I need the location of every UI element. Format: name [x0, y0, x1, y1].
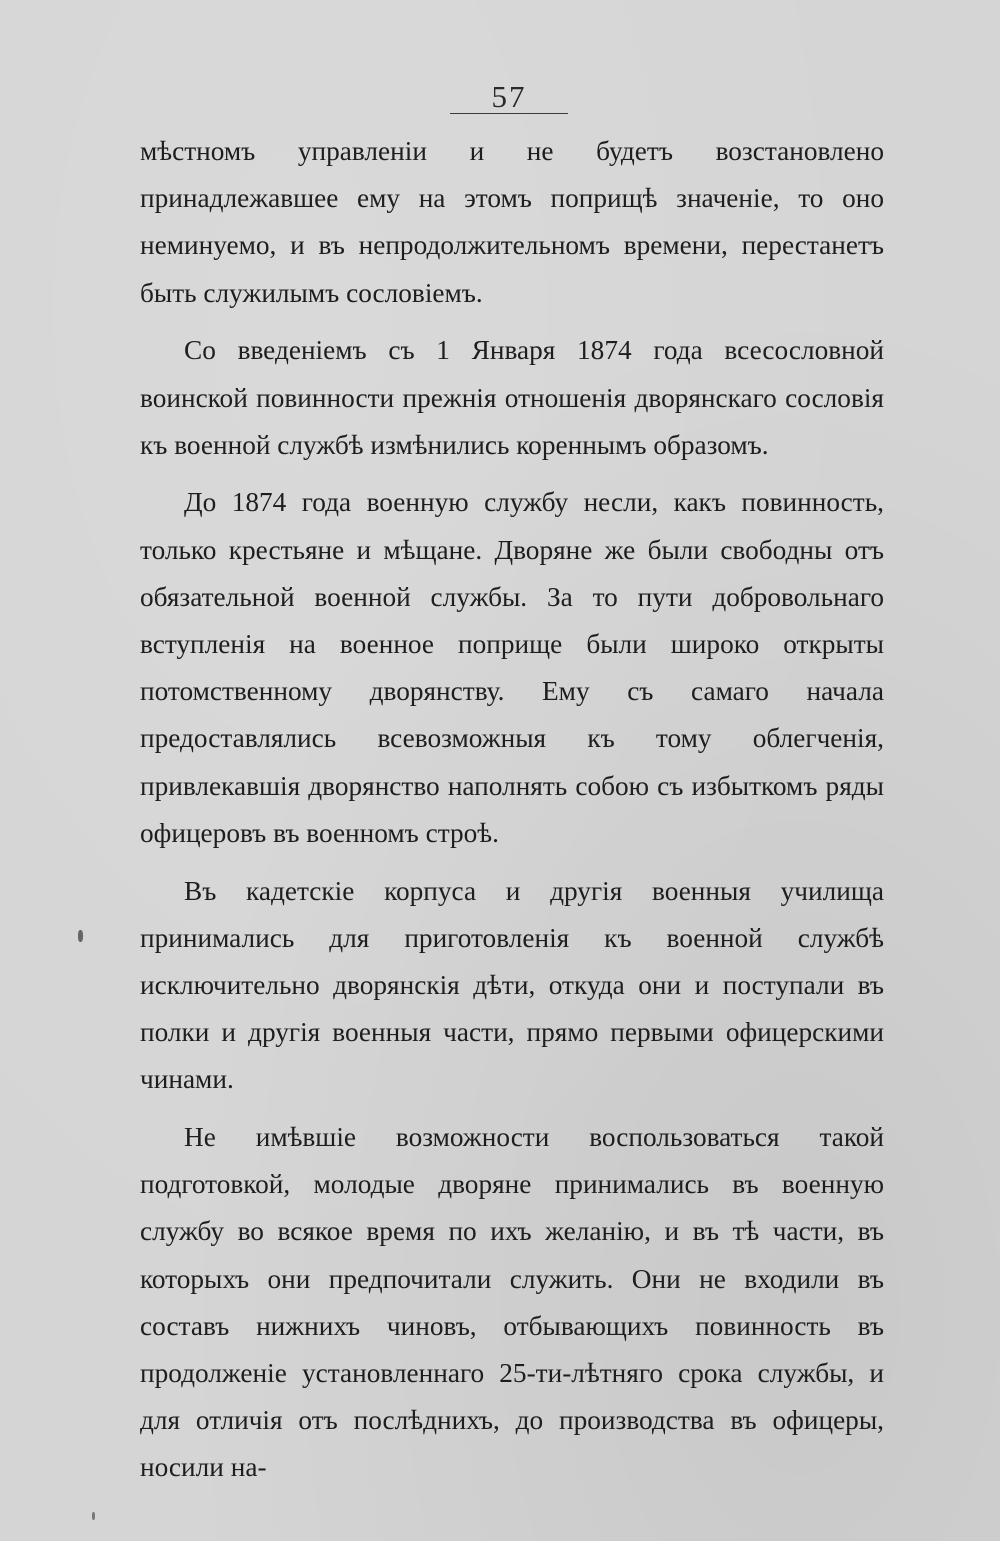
paper-speck	[92, 1512, 95, 1520]
page-number: 57	[491, 79, 527, 114]
paragraph-2: Со введеніемъ съ 1 Января 1874 года всесословной воинской повинности прежнія отношенія дворянскаго сословія къ военной службѣ измѣнились кореннымъ образомъ.	[140, 335, 884, 460]
header-rule	[450, 113, 568, 114]
body-text	[140, 128, 884, 1502]
paper-speck	[78, 930, 83, 942]
paragraph-4: Въ кадетскіе корпуса и другія военныя училища принимались для приготовленія къ военной службѣ исключительно дворянскія дѣти, откуда они и поступали въ полки и другія военныя части, прямо первыми офицерскими чинами.	[140, 875, 884, 1095]
paragraph-1: мѣстномъ управленіи и не будетъ возстановлено принадлежавшее ему на этомъ поприщѣ значеніе, то оно неминуемо, и въ непродолжительномъ времени, перестанетъ быть служилымъ сословіемъ.	[140, 136, 884, 308]
paragraph-5: Не имѣвшіе возможности воспользоваться такой подготовкой, молодые дворяне принимались въ военную службу во всякое время по ихъ желанію, и въ тѣ части, въ которыхъ они предпочитали служить. Они не входили въ составъ нижнихъ чиновъ, отбывающихъ повинность въ продолженіе установленнаго 25-ти-лѣтняго срока службы, и для отличія отъ послѣднихъ, до производства въ офицеры, носили на-	[140, 1122, 884, 1483]
page-header	[450, 80, 568, 114]
paragraph-3: До 1874 года военную службу несли, какъ повинность, только крестьяне и мѣщане. Дворяне же были свободны отъ обязательной военной службы. За то пути добровольнаго вступленія на военное поприще были широко открыты потомственному дворянству. Ему съ самаго начала предоставлялись всевозможныя къ тому облегченія, привлекавшія дворянство наполнять собою съ избыткомъ ряды офицеровъ въ военномъ строѣ.	[140, 487, 884, 848]
